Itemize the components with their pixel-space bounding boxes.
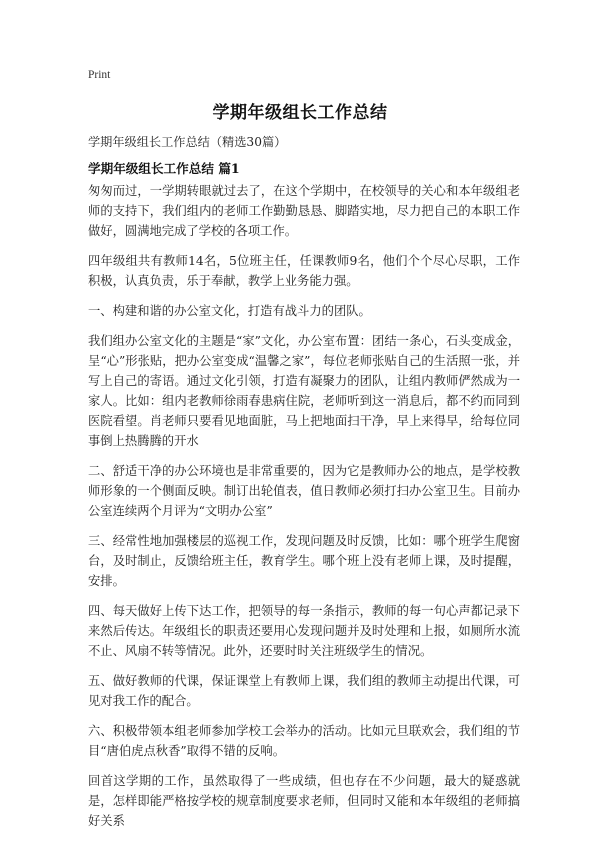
page-title: 学期年级组长工作总结 [212,103,388,123]
print-link[interactable]: Print [88,69,111,81]
paragraph-office-culture: 我们组办公室文化的主题是“家”文化，办公室布置：团结一条心，石头变成金，呈“心”形张贴，把办公室变成“温馨之家”，每位老师张贴自己的生活照一张，并写上自己的寄语。通过文化引领，打造有凝聚力的团队，让组内教师俨然成为一家人。比如：组内老教师徐雨春患病住院，老师听到这一消息后，都不约而同到医院看望。肖老师只要看见地面脏，马上把地面扫干净，早上来得早，给每位同事倒上热腾腾的开水 [88,334,520,448]
paragraph-item-3: 三、经常性地加强楼层的巡视工作，发现问题及时反馈，比如：哪个班学生爬窗台，及时制止，反馈给班主任，教育学生。哪个班上没有老师上课，及时提醒，安排。 [88,534,520,588]
document-body [88,181,520,841]
paragraph-item-6: 六、积极带领本组老师参加学校工会举办的活动。比如元旦联欢会，我们组的节目“唐伯虎点秋香”取得不错的反响。 [88,724,520,758]
paragraph-team: 四年级组共有教师14名，5位班主任，任课教师9名，他们个个尽心尽职，工作积极，认真负责，乐于奉献，教学上业务能力强。 [88,254,520,288]
paragraph-review: 回首这学期的工作，虽然取得了一些成绩，但也存在不少问题，最大的疑惑就是，怎样即能严格按学校的规章制度要求老师，但同时又能和本年级组的老师搞好关系 [88,774,520,828]
paragraph-item-1: 一、构建和谐的办公室文化，打造有战斗力的团队。 [88,304,371,318]
section-heading: 学期年级组长工作总结 篇1 [88,161,240,176]
paragraph-item-2: 二、舒适干净的办公环境也是非常重要的，因为它是教师办公的地点，是学校教师形象的一个侧面反映。制订出轮值表，值日教师必须打扫办公室卫生。目前办公室连续两个月评为“文明办公室” [88,464,520,518]
paragraph-item-5: 五、做好教师的代课，保证课堂上有教师上课，我们组的教师主动提出代课，可见对我工作的配合。 [88,674,520,708]
paragraph-item-4: 四、每天做好上传下达工作，把领导的每一条指示，教师的每一句心声都记录下来然后传达。年级组长的职责还要用心发现问题并及时处理和上报，如厕所水流不止、风扇不转等情况。此外，还要时时关注班级学生的情况。 [88,604,520,658]
paragraph-intro: 匆匆而过，一学期转眼就过去了，在这个学期中，在校领导的关心和本年级组老师的支持下，我们组内的老师工作勤勤恳恳、脚踏实地，尽力把自己的本职工作做好，圆满地完成了学校的各项工作。 [88,184,520,238]
document-subtitle: 学期年级组长工作总结（精选30篇） [88,135,287,149]
